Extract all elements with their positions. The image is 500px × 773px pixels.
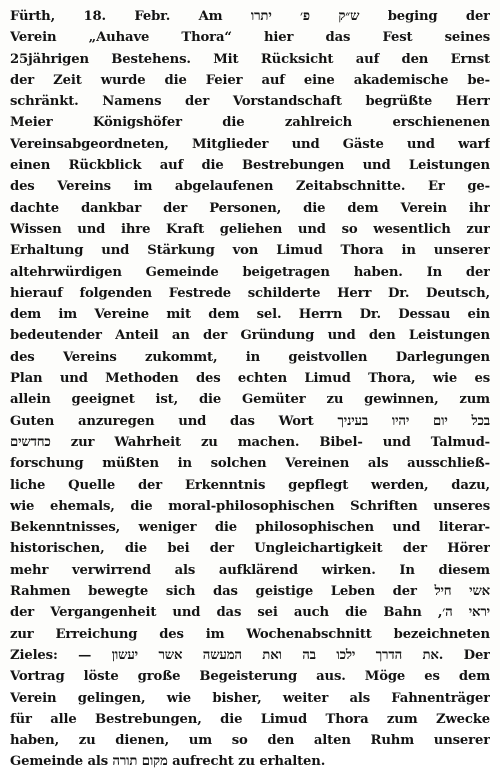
article-line: liche Quelle der Erkenntnis gepflegt werden, dazu,	[10, 477, 490, 493]
article-line: forschung müßten in solchen Vereinen als ausschließ-	[10, 456, 490, 472]
article-line: Vereinsabgeordneten, Mitglieder und Gäste und warf	[10, 136, 490, 152]
article-line: hierauf folgenden Festrede schilderte Herr Dr. Deutsch,	[10, 285, 490, 301]
article-line: dem im Vereine mit dem sel. Herrn Dr. Dessau ein	[10, 307, 490, 323]
article-line: einen Rückblick auf die Bestrebungen und Leistungen	[10, 158, 490, 174]
article-line: für alle Bestrebungen, die Limud Thora zum Zwecke	[10, 711, 490, 727]
article-line: des Vereins zukommt, in geistvollen Darlegungen	[10, 349, 490, 365]
article-line: schränkt. Namens der Vorstandschaft begrüßte Herr	[10, 94, 490, 110]
article-line: der Zeit wurde die Feier auf eine akademische be-	[10, 72, 490, 88]
article-line: Verein gelingen, wie bisher, weiter als Fahnenträger	[10, 690, 490, 706]
article-line: Vortrag löste große Begeisterung aus. Möge es dem	[10, 669, 490, 685]
article-line: der Vergangenheit und das sei auch die Bahn ,יראי ה׳	[10, 605, 490, 621]
article-line: Verein „Auhave Thora“ hier das Fest seines	[10, 30, 490, 46]
article-line: Zieles: — את הדרך ילכו בה ואת המעשה אשר יעשון. Der	[10, 647, 490, 663]
article-line: wie ehemals, die moral-philosophischen Schriften unseres	[10, 498, 490, 514]
article-line: Meier Königshöfer die zahlreich erschienenen	[10, 115, 490, 131]
article-line: Wissen und ihre Kraft geliehen und so wesentlich zur	[10, 221, 490, 237]
article-line: allein geeignet ist, die Gemüter zu gewinnen, zum	[10, 392, 490, 408]
article-text	[10, 6, 490, 773]
article-line: Bekenntnisses, weniger die philosophischen und literar-	[10, 520, 490, 536]
article-line: haben, zu dienen, um so den alten Ruhm unserer	[10, 733, 490, 749]
article-line: כחדשים zur Wahrheit zu machen. Bibel- und Talmud-	[10, 434, 490, 450]
article-line: Gemeinde als מקום תורה aufrecht zu erhalten.	[10, 754, 326, 770]
article-line: Rahmen bewegte sich das geistige Leben der אשי חיל	[10, 584, 490, 600]
article-line: historischen, die bei der Ungleichartigkeit der Hörer	[10, 541, 490, 557]
article-line: bedeutender Anteil an der Gründung und den Leistungen	[10, 328, 490, 344]
article-line: Erhaltung und Stärkung von Limud Thora in unserer	[10, 243, 490, 259]
article-line: Guten anzuregen und das Wort בכל יום יהיו בעיניך	[10, 413, 490, 429]
article-line: altehrwürdigen Gemeinde beigetragen haben. In der	[10, 264, 490, 280]
article-line: zur Erreichung des im Wochenabschnitt bezeichneten	[10, 626, 490, 642]
article-line: Plan und Methoden des echten Limud Thora, wie es	[10, 371, 490, 387]
article-line: Fürth, 18. Febr. Am ש״ק פ׳ יתרו beging der	[10, 9, 490, 24]
article-line: mehr verwirrend als aufklärend wirken. In diesem	[10, 562, 490, 578]
article-line: dachte dankbar der Personen, die dem Verein ihr	[10, 200, 490, 216]
article-line: des Vereins im abgelaufenen Zeitabschnitte. Er ge-	[10, 179, 490, 195]
article-line: 25jährigen Bestehens. Mit Rücksicht auf den Ernst	[10, 51, 490, 67]
